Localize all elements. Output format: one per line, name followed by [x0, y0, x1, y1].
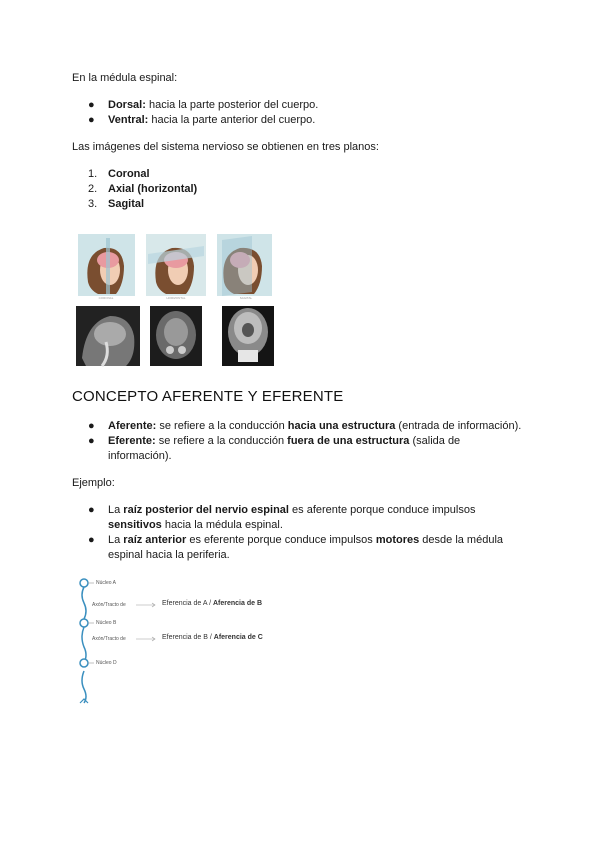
example-text: hacia la médula espinal.	[161, 519, 283, 531]
brain-planes-illustration	[76, 232, 274, 368]
example-text: es eferente porque conduce impulsos	[186, 534, 376, 546]
axon-label: Axón/Tracto de	[92, 636, 126, 642]
term-eferente: Eferente:	[108, 435, 156, 447]
node-label: Núcleo A	[96, 580, 117, 586]
bullet-icon: ●	[88, 420, 95, 432]
example-text: La	[108, 534, 124, 546]
neural-chain-diagram	[74, 575, 334, 710]
node-circle	[80, 659, 88, 667]
example-emphasis: sensitivos	[108, 519, 162, 531]
term-eferente-continued: información).	[108, 450, 172, 462]
term-dorsal: Dorsal:	[108, 99, 146, 111]
relation-text: Eferencia de A /	[162, 600, 213, 607]
axon-label: Axón/Tracto de	[92, 602, 126, 608]
node-label: Núcleo B	[96, 620, 117, 626]
term-ventral: Ventral:	[108, 114, 149, 126]
list-number: 3.	[88, 198, 98, 210]
section-title: CONCEPTO AFERENTE Y EFERENTE	[72, 388, 344, 405]
term-aferente-desc: se refiere a la conducción	[156, 420, 288, 432]
term-aferente-emphasis: hacia una estructura	[287, 420, 396, 432]
plane-sagital: Sagital	[108, 198, 145, 210]
term-dorsal-desc: hacia la parte posterior del cuerpo.	[145, 99, 319, 111]
bullet-icon: ●	[88, 114, 95, 126]
brain-planes-figure	[76, 232, 274, 368]
node-label: Núcleo D	[96, 660, 117, 666]
neural-chain-lines	[74, 575, 334, 710]
relation-label	[162, 600, 262, 607]
bullet-icon: ●	[88, 99, 95, 111]
example-continued: espinal hacia la periferia.	[108, 549, 230, 561]
plane-coronal: Coronal	[108, 168, 150, 180]
term-aferente-note: (entrada de información).	[395, 420, 522, 432]
relation-emphasis: Aferencia de B	[212, 600, 263, 607]
list-number: 1.	[88, 168, 98, 180]
figure-label-coronal: CORONAL	[98, 296, 114, 300]
figure-label-horizontal: HORIZONTAL	[166, 296, 186, 300]
example-text: es aferente porque conduce impulsos	[288, 504, 476, 516]
example-text: La	[108, 504, 124, 516]
list-number: 2.	[88, 183, 98, 195]
bullet-icon: ●	[88, 504, 95, 516]
term-eferente-emphasis: fuera de una estructura	[287, 435, 410, 447]
figure-label-sagital: SAGITAL	[239, 296, 253, 300]
plane-axial: Axial (horizontal)	[108, 183, 198, 195]
term-ventral-desc: hacia la parte anterior del cuerpo.	[148, 114, 316, 126]
relation-text: Eferencia de B /	[162, 634, 214, 641]
example-emphasis: raíz posterior del nervio espinal	[123, 504, 289, 516]
example-emphasis: raíz anterior	[123, 534, 187, 546]
node-circle	[80, 619, 88, 627]
intro-text: En la médula espinal:	[72, 72, 178, 84]
example-emphasis: motores	[375, 534, 420, 546]
list-item	[88, 167, 150, 182]
example-label: Ejemplo:	[72, 477, 115, 489]
term-eferente-note: (salida de	[409, 435, 461, 447]
relation-emphasis: Aferencia de C	[213, 634, 263, 641]
list-item	[88, 182, 197, 197]
node-circle	[80, 579, 88, 587]
example-continued	[108, 518, 283, 533]
planes-intro: Las imágenes del sistema nervioso se obtienen en tres planos:	[72, 141, 379, 153]
bullet-icon: ●	[88, 435, 95, 447]
list-item	[88, 197, 144, 212]
relation-label	[162, 634, 263, 641]
bullet-icon: ●	[88, 534, 95, 546]
term-aferente: Aferente:	[108, 420, 157, 432]
example-text: desde la médula	[419, 534, 504, 546]
term-eferente-desc: se refiere a la conducción	[155, 435, 288, 447]
